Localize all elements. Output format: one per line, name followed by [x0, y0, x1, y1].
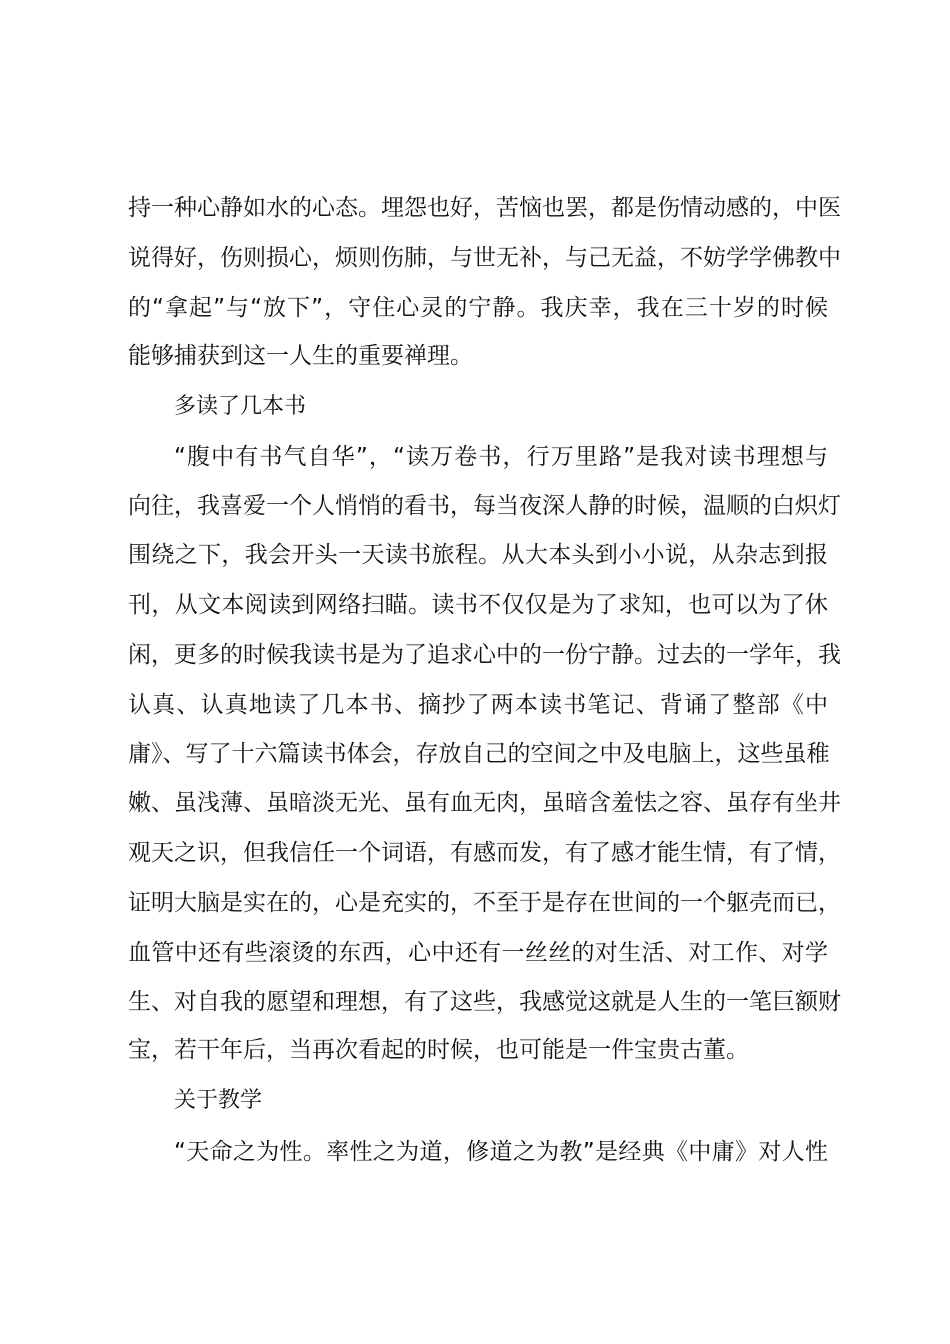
paragraph-line: 的“拿起”与“放下”，守住心灵的宁静。我庆幸，我在三十岁的时候 — [128, 295, 828, 321]
paragraph-line: 庸》、写了十六篇读书体会，存放自己的空间之中及电脑上，这些虽稚 — [128, 741, 830, 767]
section-heading: 关于教学 — [174, 1088, 263, 1113]
section-heading: 多读了几本书 — [174, 394, 307, 419]
paragraph-line: “天命之为性。率性之为道，修道之为教”是经典《中庸》对人性 — [174, 1139, 828, 1165]
paragraph-line: 嫩、虽浅薄、虽暗淡无光、虽有血无肉，虽暗含羞怯之容、虽存有坐井 — [128, 790, 841, 816]
paragraph-line: 血管中还有些滚烫的东西，心中还有一丝丝的对生活、对工作、对学 — [128, 940, 828, 966]
paragraph-line: 刊，从文本阅读到网络扫瞄。读书不仅仅是为了求知，也可以为了休 — [128, 592, 828, 618]
paragraph-line: 证明大脑是实在的，心是充实的，不至于是存在世间的一个躯壳而已， — [128, 890, 841, 916]
paragraph-line: 观天之识，但我信任一个词语，有感而发，有了感才能生情，有了情， — [128, 840, 841, 866]
paragraph-line: 说得好，伤则损心，烦则伤肺，与世无补，与己无益，不妨学学佛教中 — [128, 245, 841, 271]
paragraph-line: 认真、认真地读了几本书、摘抄了两本读书笔记、背诵了整部《中 — [128, 692, 828, 718]
paragraph-line: 持一种心静如水的心态。埋怨也好，苦恼也罢，都是伤情动感的，中医 — [128, 195, 841, 221]
paragraph-line: 向往，我喜爱一个人悄悄的看书，每当夜深人静的时候，温顺的白炽灯 — [128, 493, 841, 519]
paragraph-line: “腹中有书气自华”，“读万卷书，行万里路”是我对读书理想与 — [174, 444, 828, 470]
paragraph-line: 围绕之下，我会开头一天读书旅程。从大本头到小小说，从杂志到报 — [128, 542, 828, 568]
paragraph-line: 生、对自我的愿望和理想，有了这些，我感觉这就是人生的一笔巨额财 — [128, 989, 841, 1015]
paragraph-line: 闲，更多的时候我读书是为了追求心中的一份宁静。过去的一学年，我 — [128, 642, 841, 668]
paragraph-line: 能够捕获到这一人生的重要禅理。 — [128, 343, 473, 369]
paragraph-line: 宝，若干年后，当再次看起的时候，也可能是一件宝贵古董。 — [128, 1037, 749, 1063]
